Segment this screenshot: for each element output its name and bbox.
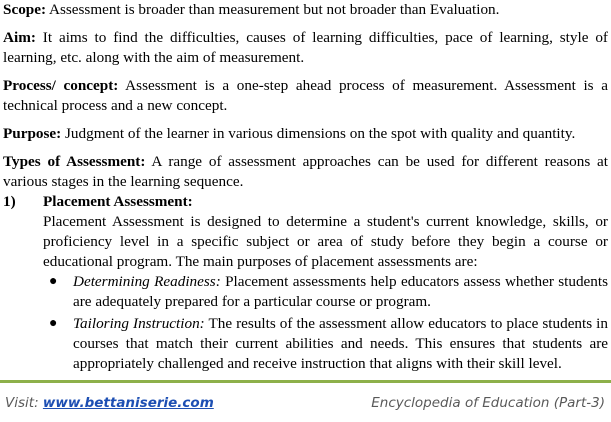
section-heading xyxy=(3,192,608,212)
types-label: Types of Assessment: xyxy=(3,153,146,170)
bullet-body: Placement assessments help educators assess whether students are adequately prepared for a particular course or program. xyxy=(73,273,609,310)
book-title: Encyclopedia of Education (Part-3) xyxy=(371,395,605,411)
scope-paragraph xyxy=(3,0,608,20)
list-item xyxy=(43,314,608,374)
bullet-list xyxy=(43,272,608,374)
process-label: Process/ concept: xyxy=(3,77,119,94)
purpose-label: Purpose: xyxy=(3,125,62,142)
aim-text: It aims to find the difficulties, causes of learning difficulties, pace of learning, style of learning, etc. along with the aim of measurement. xyxy=(3,29,608,66)
list-item xyxy=(43,272,608,312)
document-body xyxy=(3,0,608,376)
aim-paragraph xyxy=(3,28,608,68)
page-footer xyxy=(5,395,605,411)
purpose-text: Judgment of the learner in various dimensions on the spot with quality and quantity. xyxy=(61,125,576,142)
aim-label: Aim: xyxy=(3,29,36,46)
types-paragraph xyxy=(3,152,608,192)
scope-text: Assessment is broader than measurement but not broader than Evaluation. xyxy=(46,1,500,18)
scope-label: Scope: xyxy=(3,1,47,18)
footer-divider xyxy=(0,380,611,383)
bullet-icon: ● xyxy=(49,316,58,331)
section-title: Placement Assessment: xyxy=(43,193,193,210)
footer-visit xyxy=(5,395,214,411)
website-link[interactable]: www.bettaniserie.com xyxy=(42,395,214,411)
section-intro: Placement Assessment is designed to determine a student's current knowledge, skills, or proficiency level in a specific subject or area of study before they begin a course or educational program. The main purposes of placement assessments are: xyxy=(43,213,608,270)
purpose-paragraph xyxy=(3,124,608,144)
visit-label: Visit: xyxy=(5,395,43,411)
section-number: 1) xyxy=(3,193,16,210)
bullet-body: The results of the assessment allow educators to place students in courses that match their current abilities and needs. This ensures that students are appropriately challenged and receive instruction that aligns with their skill level. xyxy=(73,315,608,372)
process-paragraph xyxy=(3,76,608,116)
bullet-term: Determining Readiness: xyxy=(73,273,221,290)
bullet-text xyxy=(73,314,608,374)
bullet-text xyxy=(73,272,608,312)
process-text: Assessment is a one-step ahead process of measurement. Assessment is a technical process and a new concept. xyxy=(3,77,609,114)
bullet-icon: ● xyxy=(49,274,58,289)
types-text: A range of assessment approaches can be used for different reasons at various stages in the learning sequence. xyxy=(3,153,608,190)
bullet-term: Tailoring Instruction: xyxy=(73,315,205,332)
